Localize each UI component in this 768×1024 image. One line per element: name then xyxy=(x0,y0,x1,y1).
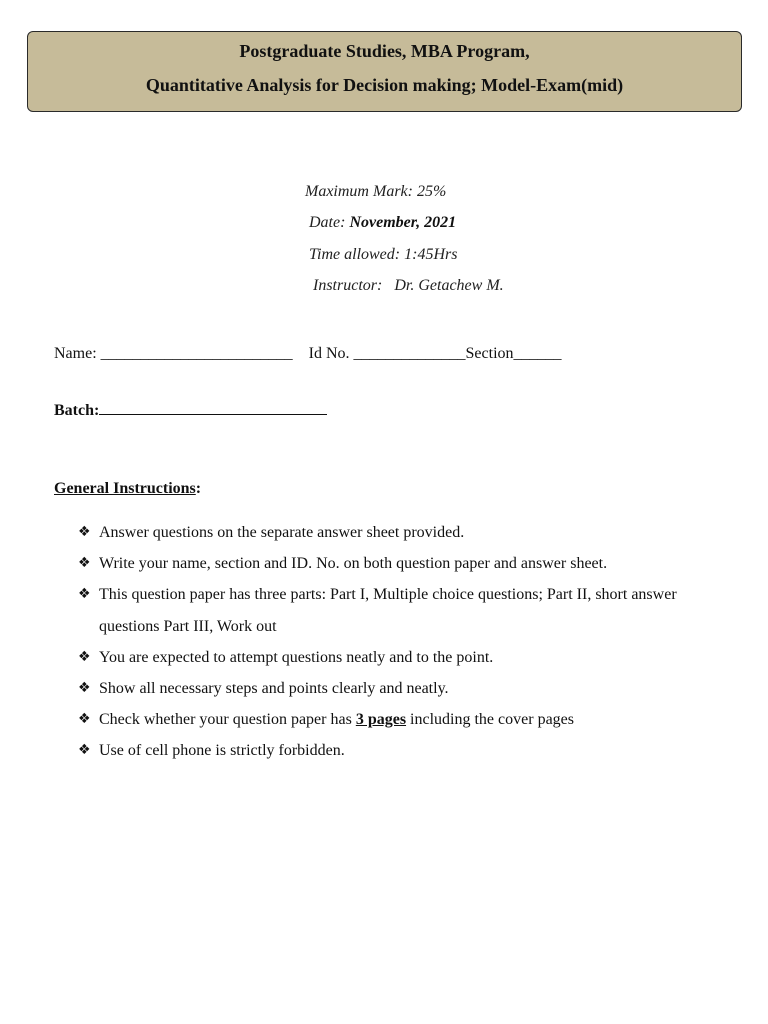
exam-date-value: November, 2021 xyxy=(349,214,457,231)
instruction-item xyxy=(78,579,718,641)
maximum-mark: Maximum Mark: 25% xyxy=(305,183,447,200)
instruction-text: Use of cell phone is strictly forbidden. xyxy=(99,742,345,760)
diamond-bullet-icon: ❖ xyxy=(78,586,91,603)
instruction-text: You are expected to attempt questions neatly and to the point. xyxy=(99,648,494,666)
instruction-item xyxy=(78,548,718,579)
exam-date-label: Date: xyxy=(309,214,350,231)
general-instructions-heading: General Instructions xyxy=(54,480,196,497)
instructions-list xyxy=(78,517,718,767)
diamond-bullet-icon: ❖ xyxy=(78,742,91,759)
instruction-item-pages xyxy=(78,704,718,735)
instruction-text: Answer questions on the separate answer sheet provided. xyxy=(99,524,465,541)
time-allowed: Time allowed: 1:45Hrs xyxy=(309,246,458,263)
general-instructions-colon: : xyxy=(195,480,202,497)
diamond-bullet-icon: ❖ xyxy=(78,524,91,540)
instruction-item xyxy=(78,735,718,766)
header-course-line: Quantitative Analysis for Decision making; Model-Exam(mid) xyxy=(145,75,624,95)
instruction-item xyxy=(78,517,718,548)
diamond-bullet-icon: ❖ xyxy=(78,680,91,697)
instruction-item xyxy=(78,642,718,673)
pages-text-before: Check whether your question paper has xyxy=(99,711,356,729)
exam-date xyxy=(309,213,456,233)
instruction-text: Show all necessary steps and points clearly and neatly. xyxy=(99,680,449,698)
instruction-item xyxy=(78,673,718,704)
batch-label: Batch: xyxy=(54,402,100,419)
diamond-bullet-icon: ❖ xyxy=(78,648,91,665)
general-instructions-title xyxy=(54,479,201,499)
batch-field xyxy=(54,400,327,421)
batch-blank-line xyxy=(99,400,327,415)
name-id-section-line: Name: ________________________ Id No. ______________Section______ xyxy=(54,345,562,362)
instruction-text: This question paper has three parts: Part I, Multiple choice questions; Part II, short answer questions Part III, Work out xyxy=(99,586,677,635)
instruction-text: Write your name, section and ID. No. on both question paper and answer sheet. xyxy=(99,555,608,573)
exam-header-box xyxy=(27,31,742,112)
pages-count: 3 pages xyxy=(355,711,407,729)
diamond-bullet-icon: ❖ xyxy=(78,555,91,572)
pages-text-after: including the cover pages xyxy=(406,711,574,729)
instructor: Instructor: Dr. Getachew M. xyxy=(313,277,504,294)
header-program-line: Postgraduate Studies, MBA Program, xyxy=(239,41,530,61)
diamond-bullet-icon: ❖ xyxy=(78,711,91,728)
